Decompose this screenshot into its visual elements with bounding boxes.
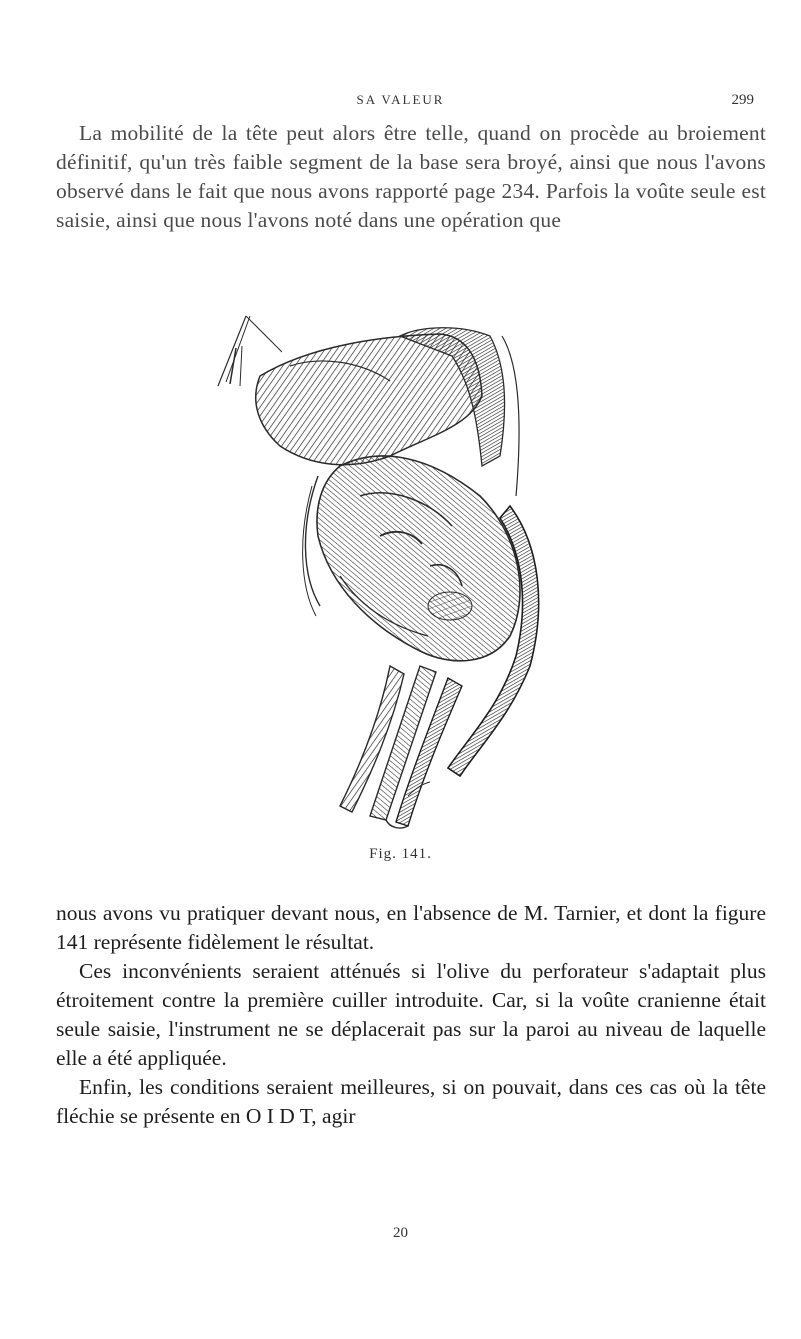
paragraph-2: Ces inconvénients seraient atténués si l'olive du perforateur s'adaptait plus étroitement contre la première cuiller introduite. Car, si la voûte cranienne était seule saisie, l'instrument ne se déplacerait pas sur la paroi au niveau de laquelle elle a été appliquée. <box>56 959 766 1070</box>
paragraph-top: La mobilité de la tête peut alors être telle, quand on procède au broiement définitif, qu'un très faible segment de la base sera broyé, ainsi que nous l'avons observé dans le fait que nous avons rapporté page 234. Parfois la voûte seule est saisie, ainsi que nous l'avons noté dans une opération que <box>56 121 766 232</box>
paragraph-3: Enfin, les conditions seraient meilleures, si on pouvait, dans ces cas où la tête fléchie se présente en O I D T, agir <box>56 1075 766 1128</box>
page-number: 299 <box>731 92 754 108</box>
running-title: SA VALEUR <box>356 92 445 107</box>
fetal-head-engraving <box>190 306 610 846</box>
paragraph-1: nous avons vu pratiquer devant nous, en l'absence de M. Tarnier, et dont la figure 141 représente fidèlement le résultat. <box>56 901 766 954</box>
figure-caption: Fig. 141. <box>369 846 432 862</box>
figure-illustration <box>190 306 610 846</box>
running-head <box>0 92 801 114</box>
fetal-face <box>317 456 520 661</box>
instrument-shafts <box>340 666 462 828</box>
crushed-vault <box>256 328 505 466</box>
signature-mark: 20 <box>393 1225 408 1241</box>
bottom-text-block <box>56 899 766 1131</box>
left-blade-outline <box>303 476 320 616</box>
top-text-block <box>56 119 766 235</box>
